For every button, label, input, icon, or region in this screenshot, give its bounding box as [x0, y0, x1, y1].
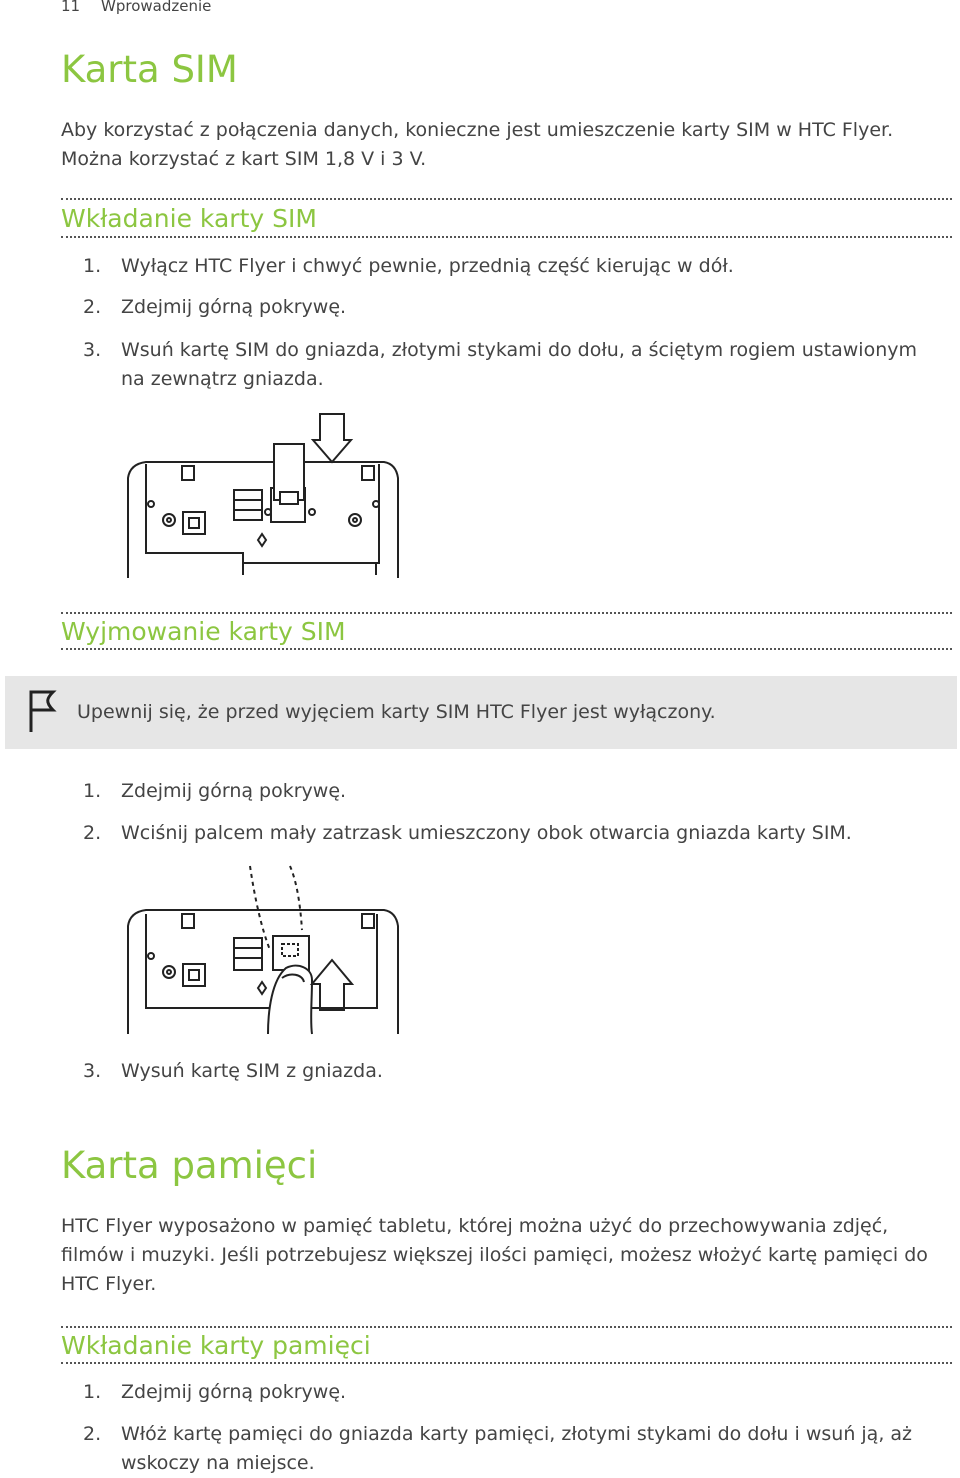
- step-number: 2.: [83, 1423, 102, 1445]
- divider: [61, 1326, 952, 1328]
- subsection-title-remove-sim: Wyjmowanie karty SIM: [61, 617, 346, 646]
- note-text: Upewnij się, że przed wyjęciem karty SIM HTC Flyer jest wyłączony.: [77, 701, 716, 723]
- step-text: Wyłącz HTC Flyer i chwyć pewnie, przednią część kierując w dół.: [121, 255, 734, 277]
- step-text: Zdejmij górną pokrywę.: [121, 1381, 347, 1403]
- memory-intro: HTC Flyer wyposażono w pamięć tabletu, której można użyć do przechowywania zdjęć, filmów i muzyki. Jeśli potrzebujesz większej ilości pamięci, możesz włożyć kartę pamięci do HTC Flyer.: [61, 1215, 928, 1295]
- section-name: Wprowadzenie: [101, 0, 212, 15]
- step-text: Zdejmij górną pokrywę.: [121, 780, 347, 802]
- step-text: Wysuń kartę SIM z gniazda.: [121, 1060, 383, 1082]
- step-number: 1.: [83, 1381, 102, 1403]
- step-text: Wsuń kartę SIM do gniazda, złotymi stykami do dołu, a ściętym rogiem ustawionym na zewnątrz gniazda.: [121, 339, 917, 390]
- divider: [61, 1362, 952, 1364]
- subsection-title-insert-memory: Wkładanie karty pamięci: [61, 1331, 371, 1360]
- step-text: Wciśnij palcem mały zatrzask umieszczony obok otwarcia gniazda karty SIM.: [121, 822, 852, 844]
- step-number: 1.: [83, 255, 102, 277]
- sim-intro: Aby korzystać z połączenia danych, konieczne jest umieszczenie karty SIM w HTC Flyer. Można korzystać z kart SIM 1,8 V i 3 V.: [61, 119, 894, 170]
- page-number: 11: [61, 0, 81, 15]
- subsection-title-insert-sim: Wkładanie karty SIM: [61, 204, 317, 233]
- step-number: 3.: [83, 1060, 102, 1082]
- section-title-sim: Karta SIM: [61, 48, 238, 91]
- step-number: 3.: [83, 339, 102, 361]
- step-number: 2.: [83, 822, 102, 844]
- step-number: 2.: [83, 296, 102, 318]
- step-number: 1.: [83, 780, 102, 802]
- step-text: Włóż kartę pamięci do gniazda karty pamięci, złotymi stykami do dołu i wsuń ją, aż wskoczy na miejsce.: [121, 1423, 913, 1474]
- section-title-memory: Karta pamięci: [61, 1144, 318, 1187]
- step-text: Zdejmij górną pokrywę.: [121, 296, 347, 318]
